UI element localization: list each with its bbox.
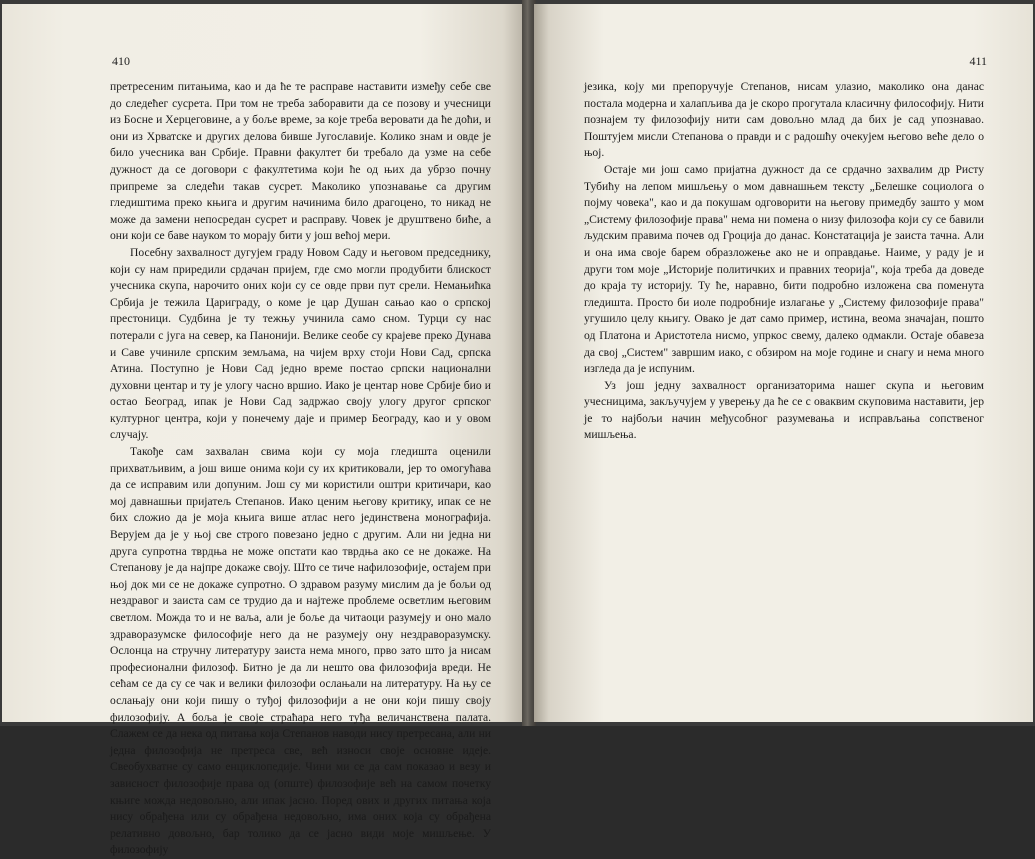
right-page bbox=[534, 4, 1033, 722]
left-paragraph-3: Такође сам захвалан свима који су моја гледишта оценили прихватљивим, а још више онима који су их критиковали, јер то омогућава да се исправим или допуним. Још су ми користили оштри критичари, као мој давнашњи пријатељ Степанов. Иако ценим његову критику, ипак се не бих сложио да је моја књига више атлас него јединствена монографија. Верујем да је у њој све строго повезано једно с другим. Али ни једна ни друга супротна тврдња не може опстати као тврдња ако се не докаже. На Степанову је да најпре докаже своју. Што се тиче нафилозофије, остајем при њој док ми се не докаже супротно. О здравом разуму мислим да је бољи од нездравог и заиста сам се трудио да и најтеже проблеме осветлим његовим светлом. Можда то и не ваља, али је боље да читаоци разумеју и оно мало здраворазумске философије него да не разумеју ону нездраворазумску. Ослонца на стручну литературу заиста нема много, прво зато што ја нисам професионални филозоф. Битно је да ли нешто ова филозофија вреди. Не сећам се да су се чак и велики филозофи ослањали на литературу. На њу се ослањају они који пишу о туђој филозофији а не они који пишу своју филозофију. А боља је своје страћара него туђа величанствена палата. Слажем се да нека од питања која Степанов наводи нису претресана, али ни једна филозофија не претреса све, већ износи своје основне идеје. Свеобухватне су само енциклопедије. Чини ми се да сам показао и везу и зависност филозофије права од (опште) филозофије већ на самом почетку књиге можда недовољно, али ипак јасно. Поред ових и других питања која нису обрађена или су обрађена недовољно, има оних која су обрађена релативно довољно, бар толико да се јасно види моје мишљење. У филозофију bbox=[110, 445, 491, 857]
page-number-right: 411 bbox=[969, 54, 987, 68]
right-paragraph-1: језика, коју ми препоручује Степанов, нисам улазио, маколико она данас постала модерна и халапљива да је скоро прогутала класичну философију. Нити познајем ту филозофију нити сам довољно млад да бих је сад упознавао. Поштујем мисли Степанова о правди и с радошћу очекујем његово веће дело о њој. bbox=[584, 80, 984, 160]
right-paragraph-2: Остаје ми још само пријатна дужност да се срдачно захвалим др Ристу Тубићу на лепом мишљењу о мом давнашњем тексту „Белешке социолога о појму човека", као и да покушам одговорити на његову примедбу зашто у мом „Систему филозофије права" нема ни помена о низу филозофа који су се бавили људским правима почев од Гроција до данас. Констатација је заиста тачна. Али и она има своје барем образложење ако не и оправдање. Наиме, у раду је и други том моје „Историје политичких и правних теорија", која треба да доведе до краја ту историју. Ту ће, наравно, бити подробно изложена сва поменута гледишта. Просто би иоле подробније излагање у „Систему филозофије права" угушило целу књигу. Овако је дат само пример, истина, веома значајан, пошто од Платона и Аристотела нисмо, упркос свему, далеко одмакли. Остаје обавеза да свој „Систем" завршим иако, с обзиром на моје године и снагу и нема много изгледа да је испуним. bbox=[584, 162, 984, 376]
right-paragraph-3: Уз још једну захвалност организаторима нашег скупа и његовим учесницима, закључујем у уверењу да ће се с оваквим скуповима наставити, јер је то најбољи начин међусобног разумевања и исправљања сопственог мишљења. bbox=[584, 378, 984, 442]
left-page bbox=[2, 4, 524, 857]
left-paragraph-1: претресеним питањима, као и да ће те расправе наставити између себе све до следећег сусрета. При том не треба заборавити да се позову и учесници из Босне и Херцеговине, а у боље време, за које треба веровати да ће доћи, и они из Хрватске и других делова бивше Југославије. Колико знам и овде је било учесника ван Србије. Правни факултет би требало да узме на себе дужност да се договори с факултетима који ће од њих да убрзо почну припреме за следећи такав сусрет. Маколико упознавање са другим гледиштима преко књига и другим начинима било драгоцено, то никад не може да замени непосредан сусрет и расправу. Човек је друштвено биће, а они који се баве науком то морају бити у још већој мери. bbox=[110, 80, 491, 243]
left-paragraph-2: Посебну захвалност дугујем граду Новом Саду и његовом председнику, који су нам приредили срдачан пријем, где смо могли продубити блискост учесника скупа, нарочито оних који су се овде први пут срели. Немањићка Србија је тежила Цариграду, о коме је цар Душан сањао као о српској престоници. Судбина је ту тежњу учинила само сном. Турци су нас потерали с југа на север, ка Панонији. Велике сеобе су крајеве преко Дунава и Саве учиниле српским земљама, на чијем врху стоји Нови Сад, српска Атина. Поступно је Нови Сад једно време постао српски национални духовни центар и ту је улогу часно вршио. Иако је центар нове Србије био и остао Београд, ипак је Нови Сад задржао своју улогу другог српског културног центра, који у понечему даје и пример Београду, као и у овом случају. bbox=[110, 245, 491, 442]
right-page-text bbox=[584, 79, 984, 444]
page-number-left: 410 bbox=[112, 54, 130, 68]
left-page-text bbox=[110, 79, 491, 859]
